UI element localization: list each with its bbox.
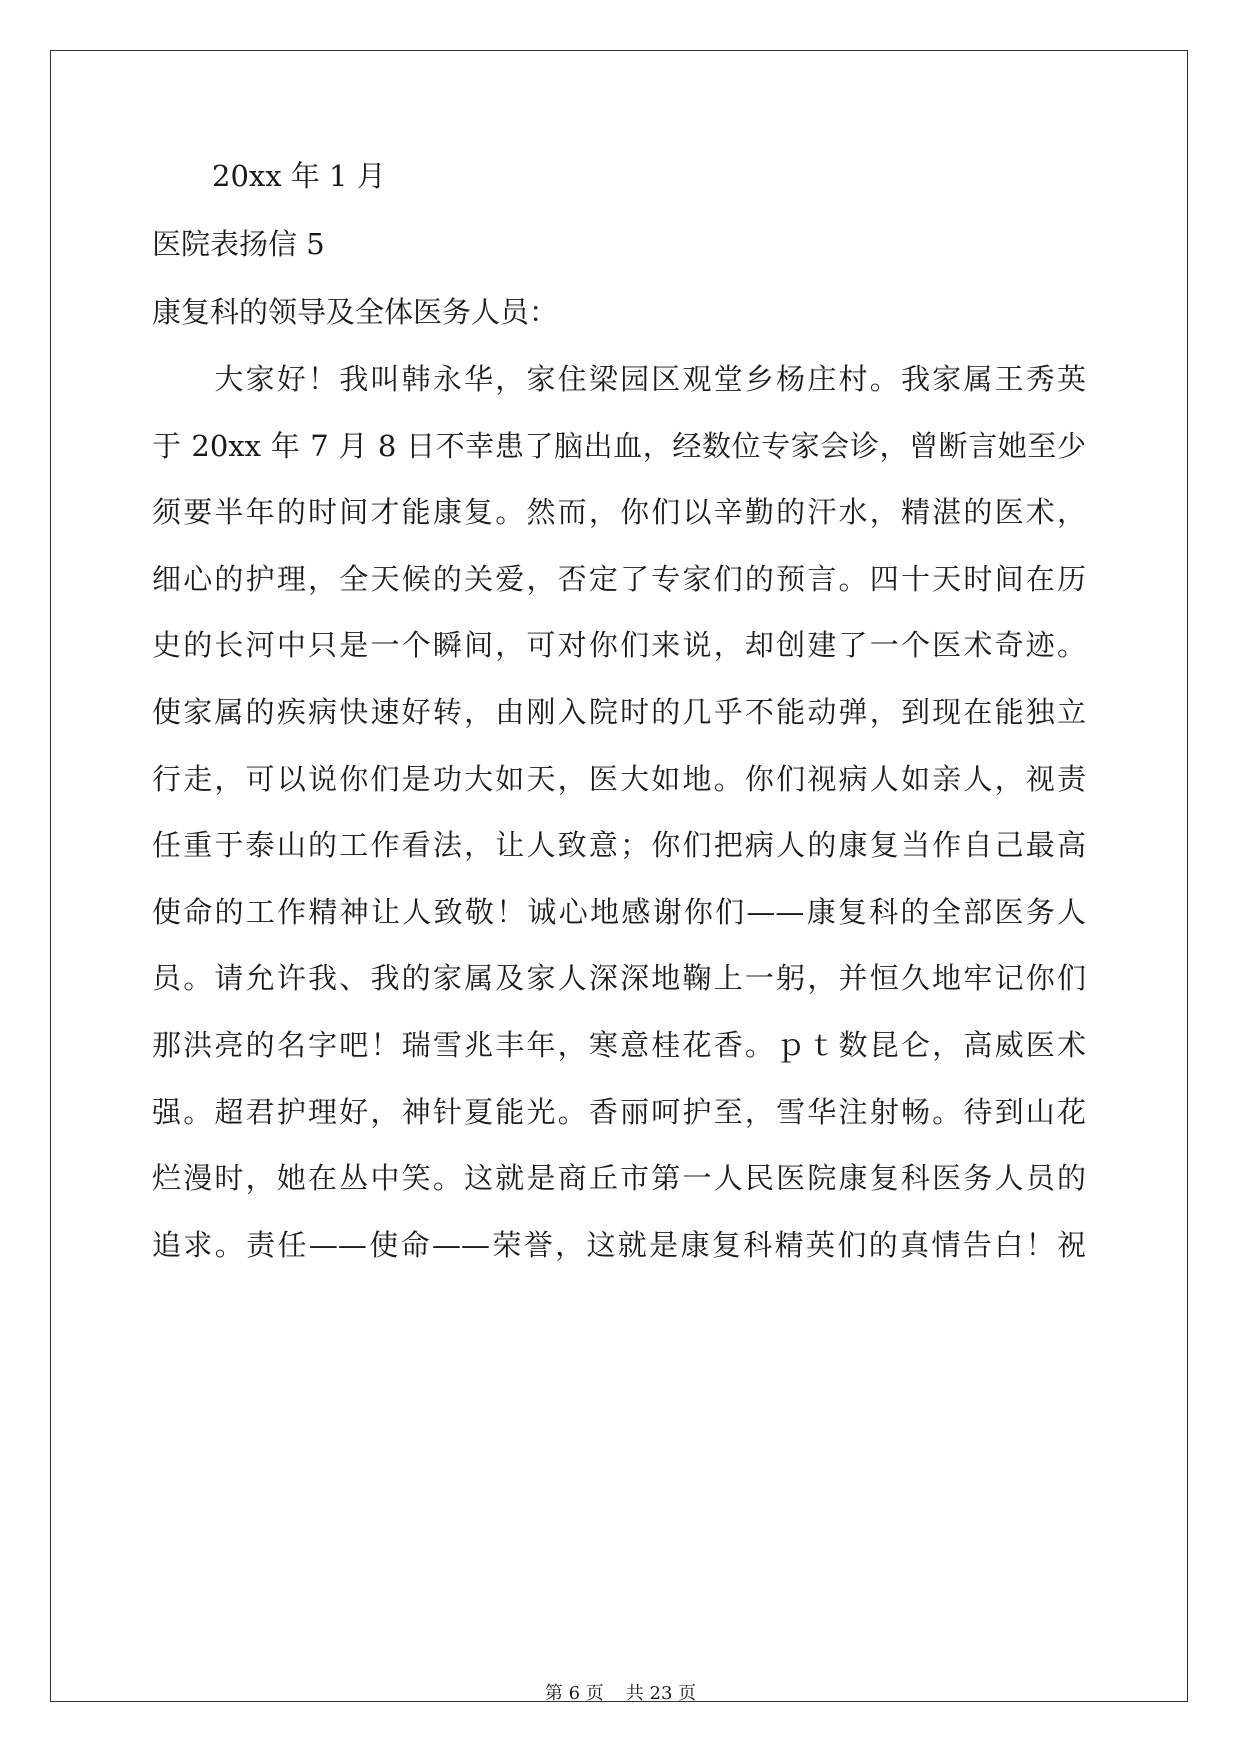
body-line: 强。超君护理好，神针夏能光。香丽呵护至，雪华注射畅。待到山花 [152, 1094, 1086, 1129]
body-line: 细心的护理，全天候的关爱，否定了专家们的预言。四十天时间在历 [152, 561, 1086, 596]
body-line: 烂漫时，她在丛中笑。这就是商丘市第一人民医院康复科医务人员的 [152, 1161, 1086, 1196]
letter-title: 医院表扬信 5 [152, 227, 325, 261]
body-line: 追求。责任——使命——荣誉，这就是康复科精英们的真情告白！祝 [152, 1227, 1086, 1262]
body-line: 使命的工作精神让人致敬！诚心地感谢你们——康复科的全部医务人 [152, 894, 1086, 929]
body-line: 员。请允许我、我的家属及家人深深地鞠上一躬，并恒久地牢记你们 [152, 961, 1086, 996]
date-line: 20xx 年 1 月 [212, 159, 386, 193]
body-line: 使家属的疾病快速好转，由刚入院时的几乎不能动弹，到现在能独立 [152, 695, 1086, 729]
body-line: 须要半年的时间才能康复。然而，你们以辛勤的汗水，精湛的医术， [152, 495, 1086, 530]
salutation: 康复科的领导及全体医务人员： [152, 295, 559, 329]
body-line: 任重于泰山的工作看法，让人致意；你们把病人的康复当作自己最高 [152, 828, 1086, 863]
page-footer [0, 1682, 1241, 1706]
total-pages: 共 23 页 [625, 1683, 697, 1704]
page-number: 第 6 页 [544, 1683, 604, 1704]
body-line: 大家好！我叫韩永华，家住梁园区观堂乡杨庄村。我家属王秀英 [152, 362, 1086, 396]
body-line: 那洪亮的名字吧！瑞雪兆丰年，寒意桂花香。ｐｔ数昆仑，高威医术 [152, 1028, 1086, 1062]
body-line: 于 20xx 年 7 月 8 日不幸患了脑出血，经数位专家会诊，曾断言她至少 [152, 428, 1086, 463]
body-line: 史的长河中只是一个瞬间，可对你们来说，却创建了一个医术奇迹。 [152, 628, 1086, 663]
body-line: 行走，可以说你们是功大如天，医大如地。你们视病人如亲人，视责 [152, 761, 1086, 796]
